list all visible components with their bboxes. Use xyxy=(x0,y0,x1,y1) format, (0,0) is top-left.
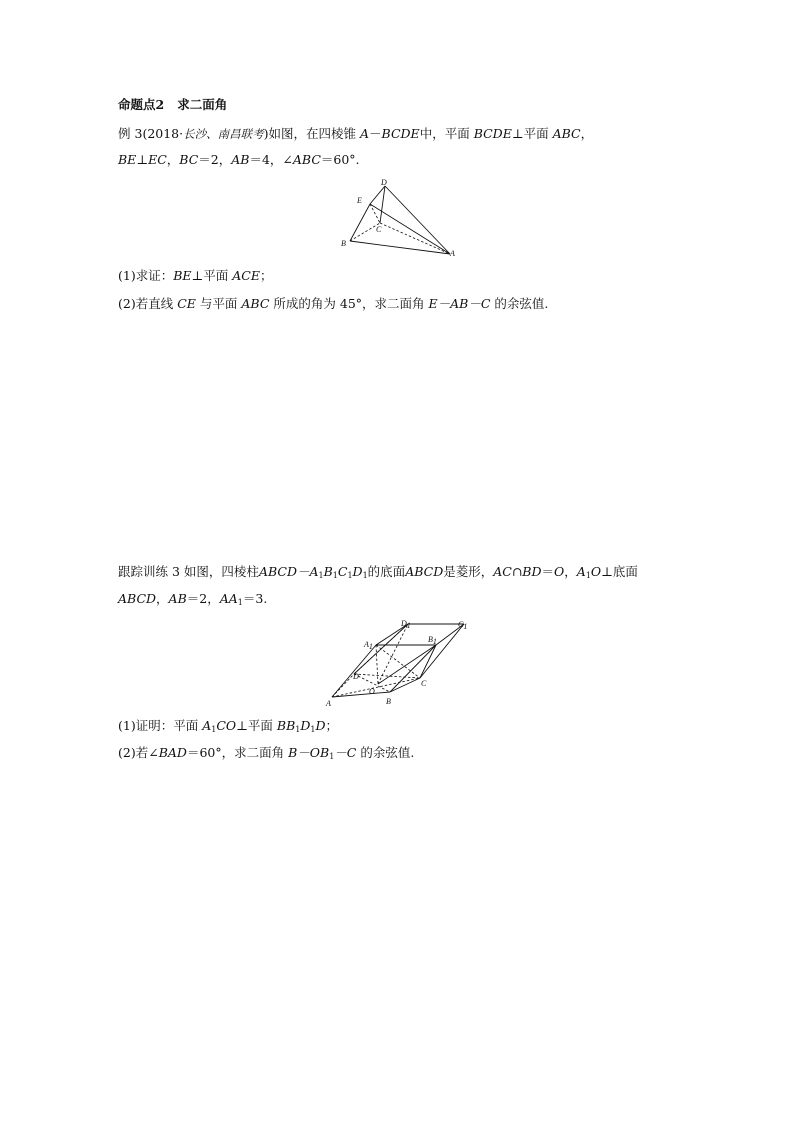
sub-1: 1 xyxy=(332,571,338,580)
q1-prefix: (1)求证： xyxy=(118,268,174,283)
edge-ad xyxy=(332,674,354,697)
q1-prefix: (1)证明：平面 xyxy=(118,718,199,733)
aa1-value: ＝3. xyxy=(242,591,268,606)
label-a: A xyxy=(450,249,455,258)
exercise-question-1 xyxy=(118,718,338,734)
q2-prefix: (2)若直线 xyxy=(118,296,174,311)
label-e: E xyxy=(357,196,362,205)
seg-ab: AB xyxy=(168,591,187,606)
label-c: C xyxy=(421,679,427,688)
q1-d: D xyxy=(300,718,311,733)
q1-be: BE xyxy=(173,268,192,283)
ac-cap-bd: AC∩BD xyxy=(493,564,542,579)
q1-d2: D xyxy=(315,718,326,733)
q1-bb: BB xyxy=(276,718,296,733)
sub-1: 1 xyxy=(211,725,217,734)
sub-1: 1 xyxy=(362,571,368,580)
q2-dihedral: E－AB－C xyxy=(428,296,491,311)
section-title: 求二面角 xyxy=(177,97,228,112)
exercise-label: 跟踪训练 3 xyxy=(118,564,180,579)
eq: ＝ xyxy=(541,564,555,579)
source-close: ) xyxy=(263,126,269,141)
q2-mid1: 与平面 xyxy=(199,296,238,311)
label-d: D xyxy=(381,178,387,187)
seg-bc: BC xyxy=(179,152,199,167)
seg-a1c xyxy=(376,645,420,678)
exercise-base: ABCD xyxy=(405,564,444,579)
pyramid-figure xyxy=(336,176,466,260)
example-source: 长沙、南昌联考 xyxy=(183,127,264,141)
base-abcd: ABCD xyxy=(118,591,157,606)
sub-1: 1 xyxy=(347,571,353,580)
bc-value: ＝2， xyxy=(198,152,232,167)
a1o-a: A xyxy=(576,564,586,579)
exercise-statement-line-2 xyxy=(118,591,267,607)
example-label: 例 3 xyxy=(118,126,143,141)
q2-prefix: (2)若∠ xyxy=(118,745,159,760)
q1-mid: ⊥平面 xyxy=(236,718,273,733)
exercise-mid2: 是菱形， xyxy=(443,564,494,579)
sub-1: 1 xyxy=(329,752,335,761)
label-a: A xyxy=(326,699,331,708)
prism-b: B xyxy=(323,564,333,579)
q2-ce: CE xyxy=(177,296,196,311)
pyramid-apex: A xyxy=(360,126,370,141)
seg-ec: EC xyxy=(148,152,167,167)
q1-ace: ACE xyxy=(232,268,260,283)
prism-d: D xyxy=(352,564,363,579)
section-heading xyxy=(118,97,227,113)
edge-da xyxy=(385,186,450,254)
exercise-intro: 如图，四棱柱 xyxy=(183,564,259,579)
label-d: D xyxy=(353,672,359,681)
edge-bc xyxy=(390,678,420,692)
q2-b-ob: B－OB xyxy=(288,745,330,760)
exercise-question-2 xyxy=(118,745,414,761)
dash: － xyxy=(369,126,382,141)
seg-od1 xyxy=(378,624,408,684)
q2-bad: BAD xyxy=(158,745,187,760)
edge-dc xyxy=(354,674,420,678)
q1-end: ； xyxy=(260,268,273,283)
sub-1: 1 xyxy=(310,725,316,734)
example-question-2 xyxy=(118,296,548,312)
plane-bcde: BCDE xyxy=(473,126,512,141)
q2-mid: ＝60°，求二面角 xyxy=(186,745,285,760)
section-label: 命题点2 xyxy=(118,97,165,112)
example-statement-line-1 xyxy=(118,126,593,142)
a1o-o: O xyxy=(590,564,602,579)
q1-end: ； xyxy=(325,718,339,733)
angle-abc: ABC xyxy=(292,152,321,167)
q2-mid2: 所成的角为 45°，求二面角 xyxy=(273,296,425,311)
label-c: C xyxy=(376,225,382,234)
sep: ， xyxy=(156,591,169,606)
exercise-mid1: 的底面 xyxy=(367,564,406,579)
source-open: (2018· xyxy=(142,126,184,141)
sub-1: 1 xyxy=(585,571,591,580)
q1-a: A xyxy=(202,718,212,733)
q1-co: CO xyxy=(216,718,237,733)
sub-1: 1 xyxy=(237,598,243,607)
prism-figure xyxy=(324,616,474,708)
prism-a: ABCD－A xyxy=(258,564,319,579)
example-mid: 中，平面 xyxy=(419,126,470,141)
q2-abc: ABC xyxy=(241,296,270,311)
exercise-statement-line-1 xyxy=(118,564,638,580)
plane-abc: ABC xyxy=(552,126,581,141)
label-b1: B1 xyxy=(428,635,437,646)
perp-base: ⊥底面 xyxy=(601,564,638,579)
seg-be: BE xyxy=(118,152,137,167)
ab-value: ＝4，∠ xyxy=(249,152,293,167)
label-b: B xyxy=(386,697,391,706)
pyramid-base: BCDE xyxy=(381,126,420,141)
perp-plane: ⊥平面 xyxy=(511,126,549,141)
comma: ， xyxy=(580,126,594,141)
seg-aa1: AA xyxy=(219,591,238,606)
q2-end: 的余弦值. xyxy=(494,296,549,311)
q2-end: 的余弦值. xyxy=(360,745,415,760)
example-question-1 xyxy=(118,268,273,284)
label-c1: C1 xyxy=(458,620,468,631)
q2-c: －C xyxy=(334,745,357,760)
sep: ， xyxy=(166,152,180,167)
edge-ab xyxy=(332,692,390,697)
perp: ⊥ xyxy=(136,152,149,167)
example-statement-line-2 xyxy=(118,152,360,168)
ab-value: ＝2， xyxy=(186,591,220,606)
label-o: O xyxy=(369,687,375,696)
label-d1: D1 xyxy=(401,619,411,630)
sub-1: 1 xyxy=(318,571,324,580)
sep: ， xyxy=(564,564,577,579)
edge-bb1 xyxy=(390,645,436,692)
sub-1: 1 xyxy=(295,725,301,734)
point-o: O xyxy=(554,564,565,579)
example-intro: 如图，在四棱锥 xyxy=(268,126,357,141)
edge-b1o xyxy=(378,645,436,684)
label-b: B xyxy=(341,239,346,248)
q1-mid: ⊥平面 xyxy=(191,268,229,283)
prism-c: C xyxy=(337,564,348,579)
seg-a1o xyxy=(376,645,378,684)
seg-ab: AB xyxy=(231,152,250,167)
angle-abc-value: ＝60°. xyxy=(320,152,360,167)
label-a1: A1 xyxy=(364,640,373,651)
